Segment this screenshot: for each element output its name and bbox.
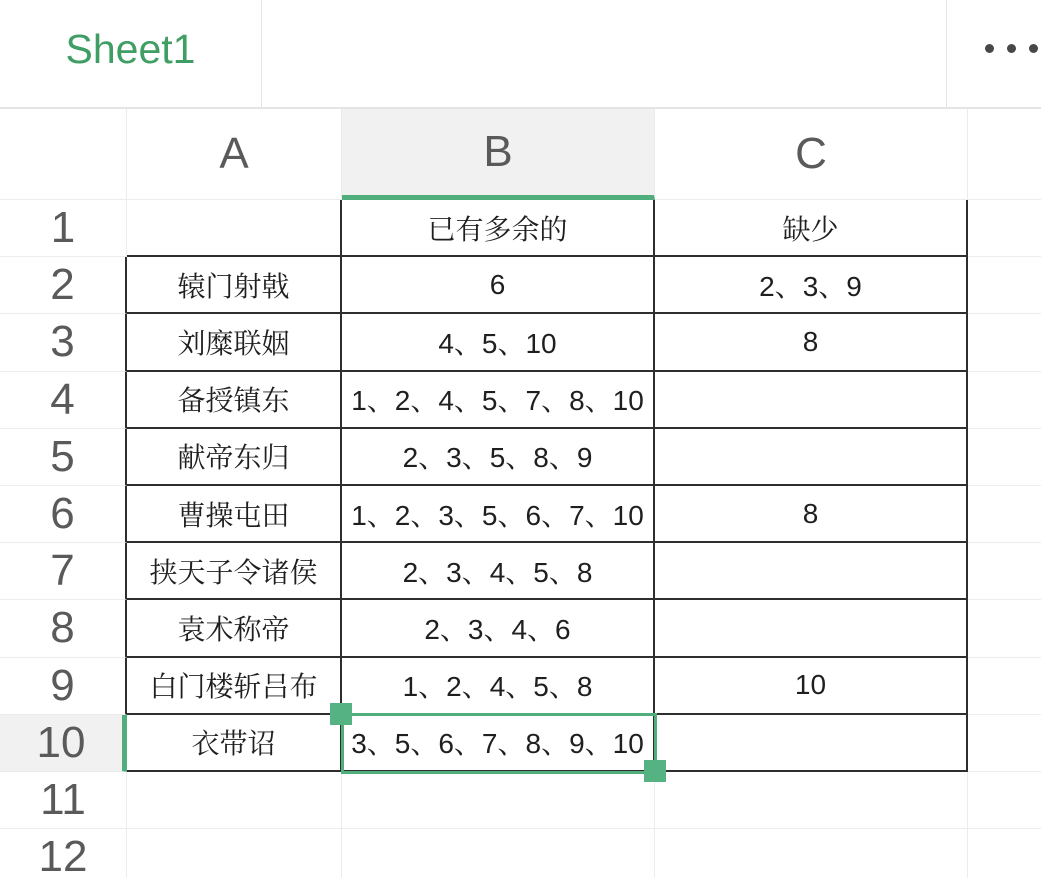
cell-B3[interactable]: 4、5、10 xyxy=(342,314,655,371)
cell-A1[interactable] xyxy=(127,200,342,257)
cell-D3[interactable] xyxy=(968,314,1041,371)
column-header-a[interactable]: A xyxy=(127,109,342,200)
top-bar xyxy=(0,0,1041,109)
cell-B6[interactable]: 1、2、3、5、6、7、10 xyxy=(342,486,655,543)
cell-A8[interactable]: 袁术称帝 xyxy=(127,600,342,657)
cell-C9[interactable]: 10 xyxy=(655,658,968,715)
cell-C3[interactable]: 8 xyxy=(655,314,968,371)
more-menu-button[interactable] xyxy=(946,0,1041,107)
cell-B7[interactable]: 2、3、4、5、8 xyxy=(342,543,655,600)
cell-B10[interactable]: 3、5、6、7、8、9、10 xyxy=(342,715,655,772)
cell-D10[interactable] xyxy=(968,715,1041,772)
sheet-tab[interactable] xyxy=(0,0,262,107)
cell-C11[interactable] xyxy=(655,772,968,829)
cell-D7[interactable] xyxy=(968,543,1041,600)
row-header-6[interactable]: 6 xyxy=(0,486,127,543)
cell-A12[interactable] xyxy=(127,829,342,878)
cell-B1[interactable]: 已有多余的 xyxy=(342,200,655,257)
cell-B5[interactable]: 2、3、5、8、9 xyxy=(342,429,655,486)
cell-C6[interactable]: 8 xyxy=(655,486,968,543)
cell-B2[interactable]: 6 xyxy=(342,257,655,314)
cell-C12[interactable] xyxy=(655,829,968,878)
cell-B11[interactable] xyxy=(342,772,655,829)
cell-D5[interactable] xyxy=(968,429,1041,486)
cell-B4[interactable]: 1、2、4、5、7、8、10 xyxy=(342,372,655,429)
cell-C7[interactable] xyxy=(655,543,968,600)
cell-C1[interactable]: 缺少 xyxy=(655,200,968,257)
select-all-corner[interactable] xyxy=(0,109,127,200)
cell-C10[interactable] xyxy=(655,715,968,772)
column-header-b[interactable]: B xyxy=(342,109,655,200)
cell-D8[interactable] xyxy=(968,600,1041,657)
cell-D6[interactable] xyxy=(968,486,1041,543)
row-header-11[interactable]: 11 xyxy=(0,772,127,829)
spreadsheet-grid xyxy=(0,109,1041,878)
more-icon xyxy=(1029,44,1038,53)
selection-handle-bottom-right[interactable] xyxy=(644,760,666,782)
cell-D2[interactable] xyxy=(968,257,1041,314)
column-header-d[interactable] xyxy=(968,109,1041,200)
row-header-12[interactable]: 12 xyxy=(0,829,127,878)
cell-C8[interactable] xyxy=(655,600,968,657)
cell-A9[interactable]: 白门楼斩吕布 xyxy=(127,658,342,715)
cell-B8[interactable]: 2、3、4、6 xyxy=(342,600,655,657)
row-header-7[interactable]: 7 xyxy=(0,543,127,600)
row-header-1[interactable]: 1 xyxy=(0,200,127,257)
cell-B12[interactable] xyxy=(342,829,655,878)
cell-A7[interactable]: 挟天子令诸侯 xyxy=(127,543,342,600)
column-header-c[interactable]: C xyxy=(655,109,968,200)
cell-D11[interactable] xyxy=(968,772,1041,829)
row-header-9[interactable]: 9 xyxy=(0,658,127,715)
cell-A6[interactable]: 曹操屯田 xyxy=(127,486,342,543)
row-header-8[interactable]: 8 xyxy=(0,600,127,657)
cell-D9[interactable] xyxy=(968,658,1041,715)
cell-A11[interactable] xyxy=(127,772,342,829)
cell-A2[interactable]: 辕门射戟 xyxy=(127,257,342,314)
cell-C4[interactable] xyxy=(655,372,968,429)
row-header-2[interactable]: 2 xyxy=(0,257,127,314)
more-icon xyxy=(985,44,994,53)
cell-A10[interactable]: 衣带诏 xyxy=(127,715,342,772)
sheet-area xyxy=(0,109,1041,878)
cell-A3[interactable]: 刘糜联姻 xyxy=(127,314,342,371)
cell-A4[interactable]: 备授镇东 xyxy=(127,372,342,429)
cell-A5[interactable]: 献帝东归 xyxy=(127,429,342,486)
row-header-3[interactable]: 3 xyxy=(0,314,127,371)
cell-C5[interactable] xyxy=(655,429,968,486)
cell-C2[interactable]: 2、3、9 xyxy=(655,257,968,314)
cell-D1[interactable] xyxy=(968,200,1041,257)
cell-D4[interactable] xyxy=(968,372,1041,429)
row-header-5[interactable]: 5 xyxy=(0,429,127,486)
selection-handle-top-left[interactable] xyxy=(330,703,352,725)
row-header-10[interactable]: 10 xyxy=(0,715,127,772)
sheet-tab-label: Sheet1 xyxy=(65,26,196,72)
cell-D12[interactable] xyxy=(968,829,1041,878)
cell-B9[interactable]: 1、2、4、5、8 xyxy=(342,658,655,715)
row-header-4[interactable]: 4 xyxy=(0,372,127,429)
more-icon xyxy=(1007,44,1016,53)
tab-strip-empty-area xyxy=(263,0,946,107)
